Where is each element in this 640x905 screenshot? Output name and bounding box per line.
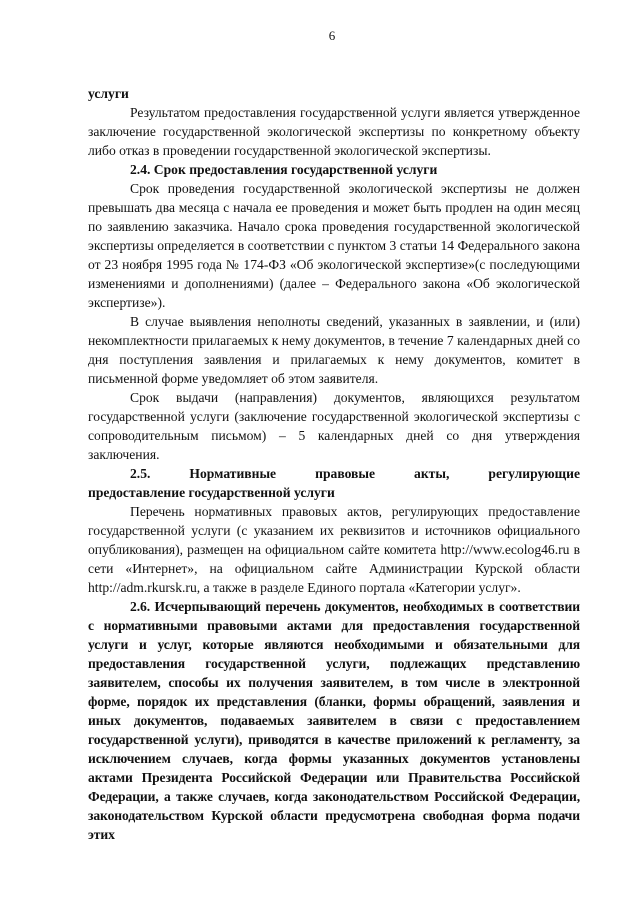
paragraph-result-of-service: Результатом предоставления государственной услуги является утвержденное заключение государственной экологической экспертизы по конкретному объекту либо отказ в проведении государственной экологической экспертизы. — [88, 105, 580, 158]
paragraph-normative-acts: Перечень нормативных правовых актов, регулирующих предоставление государственной услуги (с указанием их реквизитов и источников официального опубликования), размещен на официальном сайте комитета http://www.ecolog46.ru в сети «Интернет», на официальном сайте Администрации Курской области http://adm.rkursk.ru, а также в разделе Единого портала «Категории услуг». — [88, 504, 580, 595]
paragraph-issue-term: Срок выдачи (направления) документов, являющихся результатом государственной услуги (заключение государственной экологической экспертизы с сопроводительным письмом) – 5 календарных дней со дня утверждения заключения. — [88, 390, 580, 462]
document-page — [88, 28, 580, 844]
section-heading-2-4: 2.4. Срок предоставления государственной услуги — [130, 162, 438, 177]
section-heading-2-6: 2.6. Исчерпывающий перечень документов, необходимых в соответствии с нормативными правовыми актами для предоставления государственной услуги и услуг, которые являются необходимыми и обязательными для предоставления государственной услуги, подлежащих представлению заявителем, способы их получения заявителем, в том числе в электронной форме, порядок их представления (бланки, формы обращений, заявления и иных документов, подаваемых заявителем в связи с предоставлением государственной услуги), приводятся в качестве приложений к регламенту, за исключением случаев, когда формы указанных документов установлены актами Президента Российской Федерации или Правительства Российской Федерации, а также случаев, когда законодательством Российской Федерации, законодательством Курской области предусмотрена свободная форма подачи этих — [88, 599, 580, 842]
section-heading-2-5-continuation: предоставление государственной услуги — [88, 485, 335, 500]
paragraph-incomplete-info: В случае выявления неполноты сведений, указанных в заявлении, и (или) некомплектности прилагаемых к нему документов, в течение 7 календарных дней со дня поступления заявления и прилагаемых к нему документов, комитет в письменной форме уведомляет об этом заявителя. — [88, 314, 580, 386]
paragraph-expertise-term: Срок проведения государственной экологической экспертизы не должен превышать два месяца с начала ее проведения и может быть продлен на один месяц по заявлению заказчика. Начало срока проведения государственной экологической экспертизы определяется в соответствии с пунктом 3 статьи 14 Федерального закона от 23 ноября 1995 года № 174-ФЗ «Об экологической экспертизе»(с последующими изменениями и дополнениями) (далее – Федерального закона «Об экологической экспертизе»). — [88, 181, 580, 310]
page-number: 6 — [328, 28, 336, 43]
paragraph-continuation-heading: услуги — [88, 86, 129, 101]
section-heading-2-5: 2.5. Нормативные правовые акты, регулирующие — [130, 466, 580, 481]
